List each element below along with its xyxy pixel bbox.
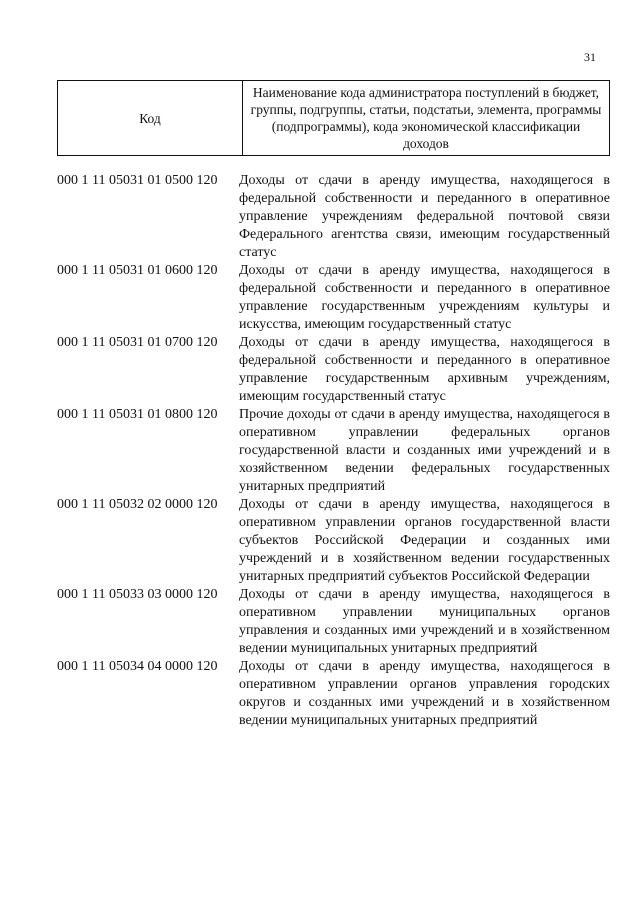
table-row xyxy=(57,496,610,586)
row-description: Доходы от сдачи в аренду имущества, находящегося в федеральной собственности и переданного в оперативное управление государственным учреждениям культуры и искусства, имеющим государственный статус xyxy=(239,263,610,332)
classification-header-table xyxy=(57,80,610,156)
row-code: 000 1 11 05031 01 0500 120 xyxy=(57,173,218,188)
table-row xyxy=(57,406,610,496)
row-description: Прочие доходы от сдачи в аренду имущества, находящегося в оперативном управлении федеральных органов государственной власти и созданных ими учреждений и в хозяйственном ведении федеральных государственных унитарных предприятий xyxy=(239,407,610,494)
row-code: 000 1 11 05031 01 0700 120 xyxy=(57,335,218,350)
page-number: 31 xyxy=(584,50,596,64)
row-description: Доходы от сдачи в аренду имущества, находящегося в федеральной собственности и переданного в оперативное управление учреждениям федеральной почтовой связи Федерального агентства связи, имеющим государственный статус xyxy=(239,173,610,260)
table-row xyxy=(57,172,610,262)
row-code: 000 1 11 05031 01 0800 120 xyxy=(57,407,218,422)
row-description: Доходы от сдачи в аренду имущества, находящегося в оперативном управлении органов государственной власти субъектов Российской Федерации и созданных ими учреждений и в хозяйственном ведении государственных унитарных предприятий субъектов Российской Федерации xyxy=(239,497,610,584)
table-row xyxy=(57,262,610,334)
table-row xyxy=(57,658,610,730)
header-row xyxy=(58,81,610,156)
table-row xyxy=(57,334,610,406)
row-code: 000 1 11 05033 03 0000 120 xyxy=(57,587,218,602)
row-description: Доходы от сдачи в аренду имущества, находящегося в оперативном управлении муниципальных органов управления и созданных ими учреждений и в хозяйственном ведении муниципальных унитарных предприятий xyxy=(239,587,610,656)
row-description: Доходы от сдачи в аренду имущества, находящегося в оперативном управлении органов управления городских округов и созданных ими учреждений и в хозяйственном ведении муниципальных унитарных предприятий xyxy=(239,659,610,728)
row-code: 000 1 11 05032 02 0000 120 xyxy=(57,497,218,512)
header-code-cell: Код xyxy=(58,81,243,156)
classification-rows xyxy=(57,172,610,730)
header-name-cell: Наименование кода администратора поступлений в бюджет, группы, подгруппы, статьи, подстатьи, элемента, программы (подпрограммы), кода экономической классификации доходов xyxy=(243,81,610,156)
table-row xyxy=(57,586,610,658)
row-code: 000 1 11 05034 04 0000 120 xyxy=(57,659,218,674)
row-description: Доходы от сдачи в аренду имущества, находящегося в федеральной собственности и переданного в оперативное управление государственным архивным учреждениям, имеющим государственный статус xyxy=(239,335,610,404)
row-code: 000 1 11 05031 01 0600 120 xyxy=(57,263,218,278)
